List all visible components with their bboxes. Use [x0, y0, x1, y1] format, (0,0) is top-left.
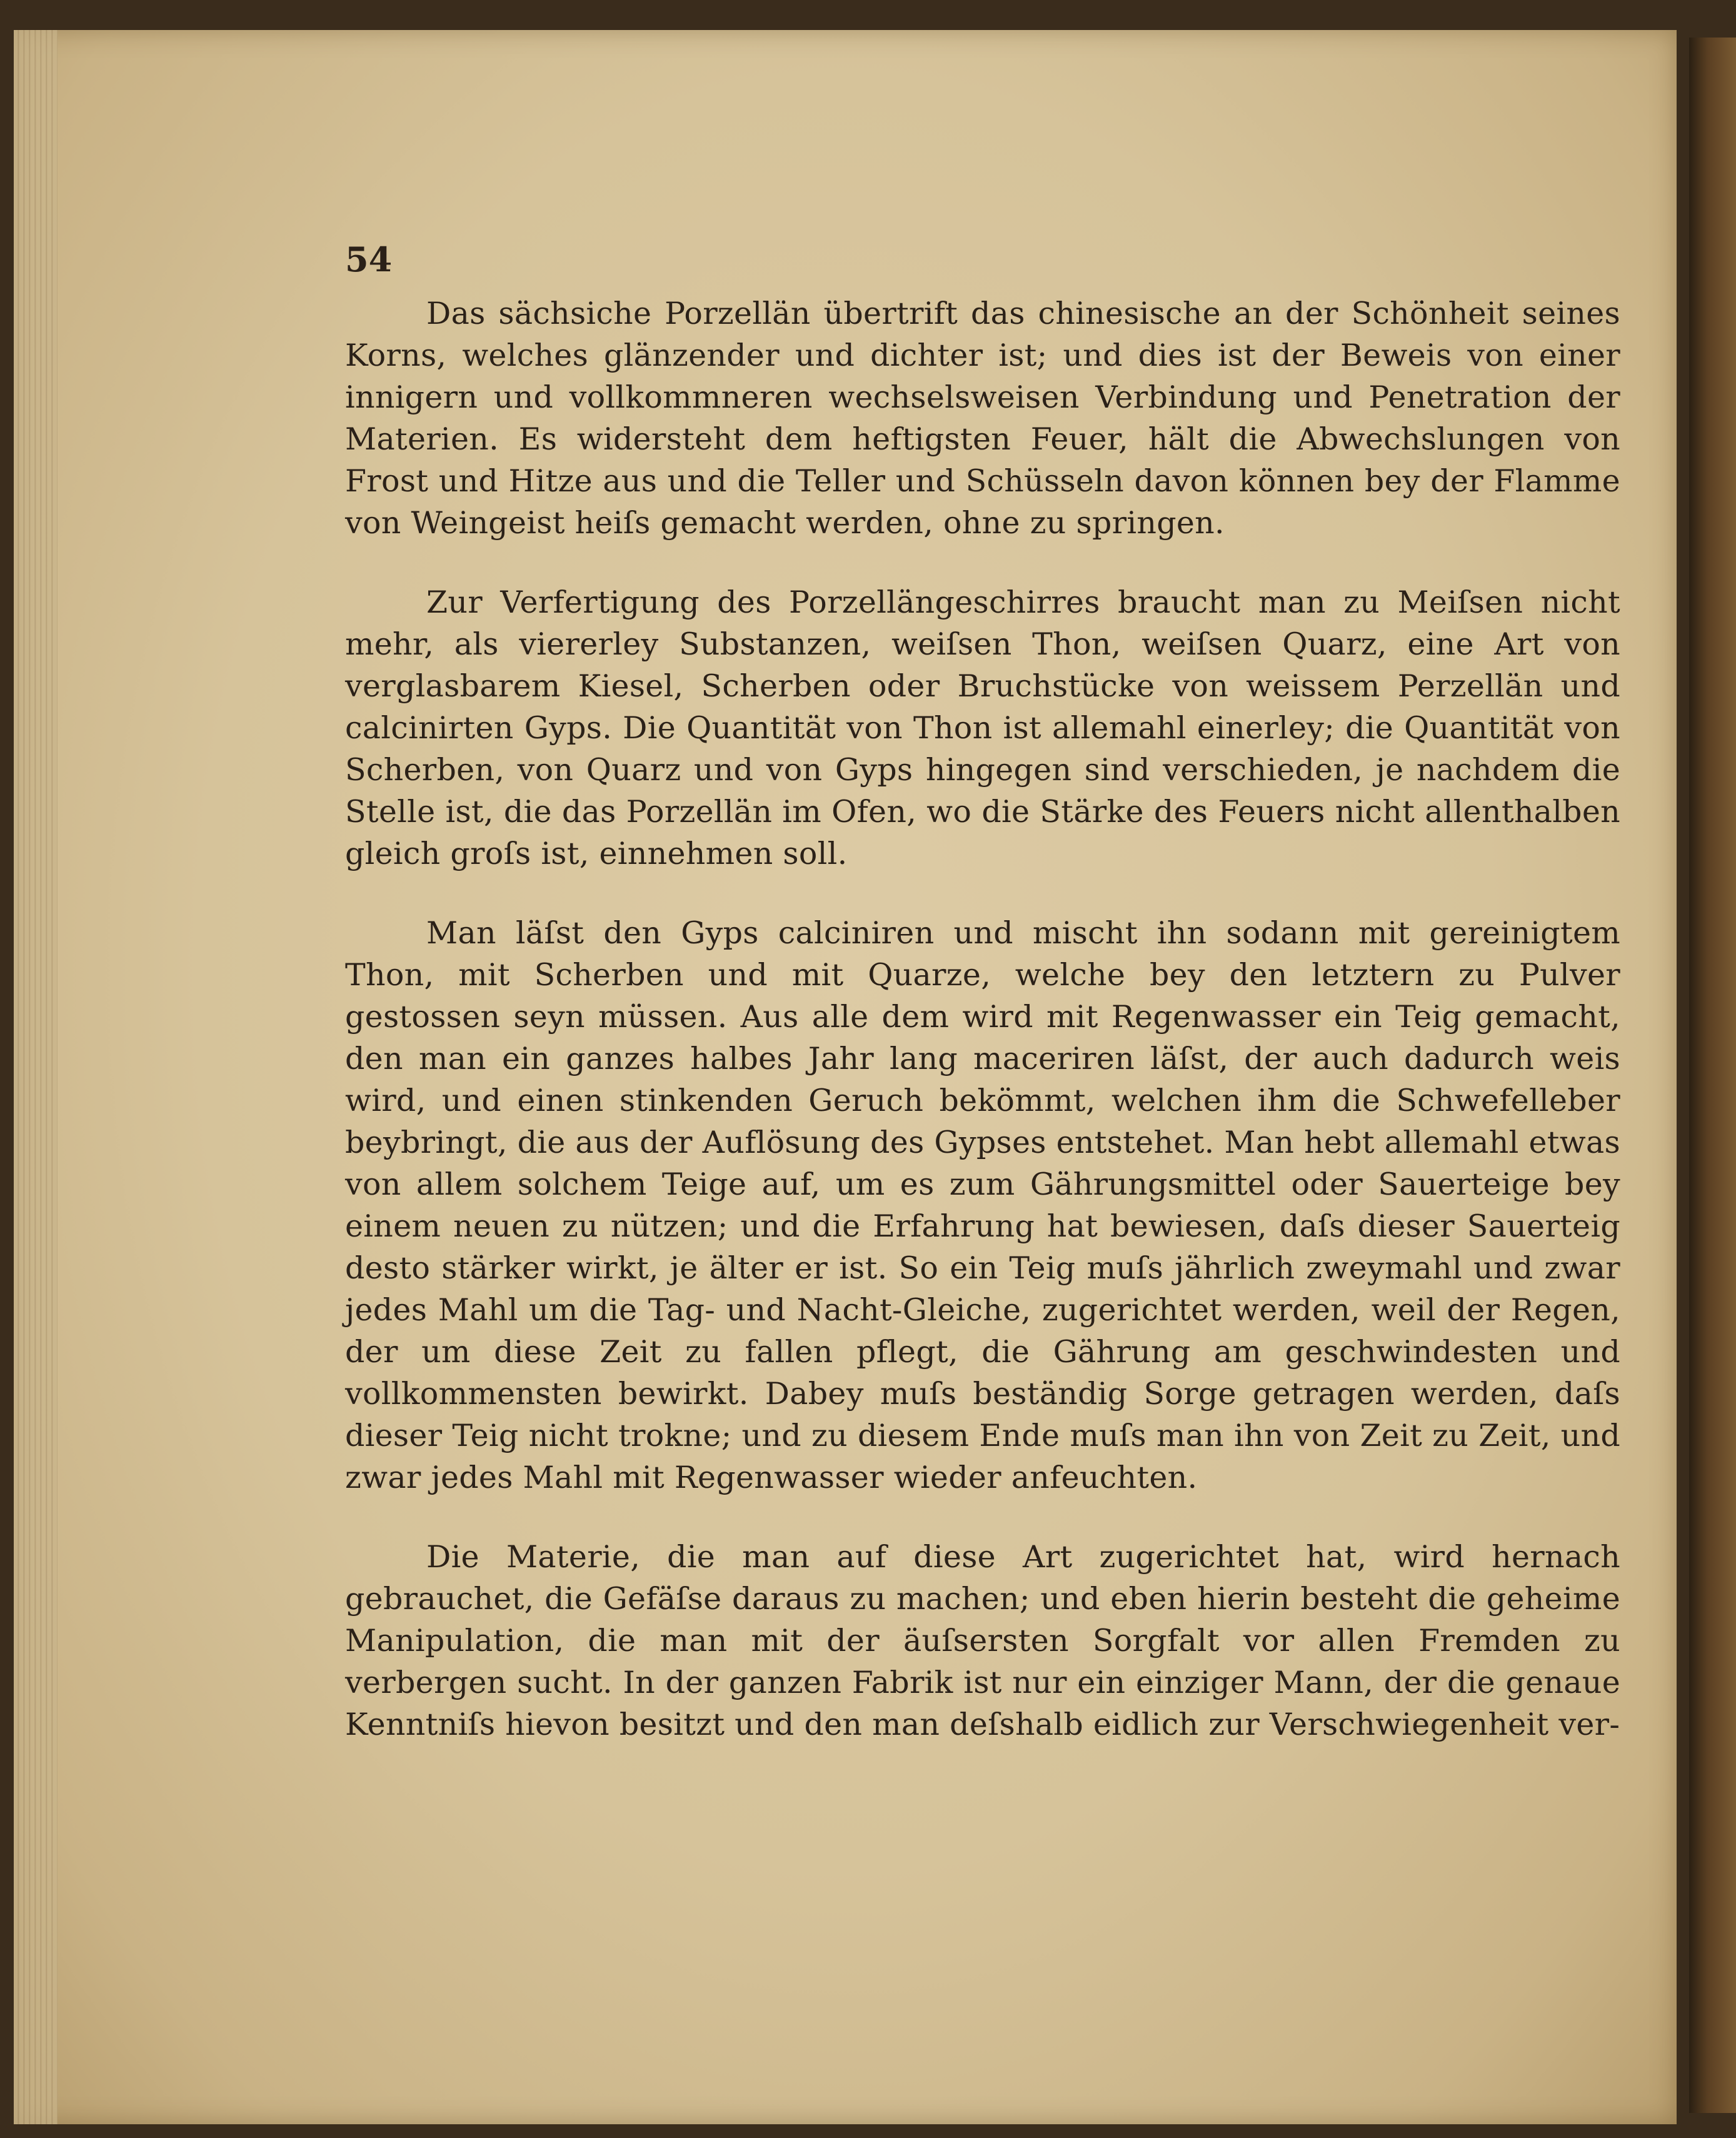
paragraph-1: Das sächsiche Porzellän übertrift das chinesische an der Schönheit seines Korns, welches glänzender und dichter ist; und dies ist der Beweis von einer innigern und vollkommneren wechselsweisen Verbindung und Penetration der Materien. Es widersteht dem heftigsten Feuer, hält die Abwechslungen von Frost und Hitze aus und die Teller und Schüsseln davon können bey der Flamme von Weingeist heiſs gemacht werden, ohne zu springen. — [345, 296, 1620, 541]
paragraph-2: Zur Verfertigung des Porzellängeschirres braucht man zu Meiſsen nicht mehr, als viererley Substanzen, weiſsen Thon, weiſsen Quarz, eine Art von verglasbarem Kiesel, Scherben oder Bruchstücke von weissem Perzellän und calcinirten Gyps. Die Quantität von Thon ist allemahl einerley; die Quantität von Scherben, von Quarz und von Gyps hingegen sind verschieden, je nachdem die Stelle ist, die das Porzellän im Ofen, wo die Stärke des Feuers nicht allenthalben gleich groſs ist, einnehmen soll. — [345, 585, 1620, 871]
book-spine — [1689, 38, 1736, 2113]
paragraph-4: Die Materie, die man auf diese Art zugerichtet hat, wird hernach gebrauchet, die Gefäſse daraus zu machen; und eben hierin besteht die geheime Manipulation, die man mit der äuſsersten Sorgfalt vor allen Fremden zu verbergen sucht. In der ganzen Fabrik ist nur ein einziger Mann, der die genaue Kenntniſs hievon besitzt und den man deſshalb eidlich zur Verschwiegenheit ver- — [345, 1539, 1620, 1742]
page-edges — [14, 30, 58, 2124]
page-number: 54 — [345, 239, 393, 279]
book-page — [14, 30, 1677, 2124]
body-text — [345, 293, 1620, 1783]
paragraph-3: Man läſst den Gyps calciniren und mischt ihn sodann mit gereinigtem Thon, mit Scherben und mit Quarze, welche bey den letztern zu Pulver gestossen seyn müssen. Aus alle dem wird mit Regenwasser ein Teig gemacht, den man ein ganzes halbes Jahr lang maceriren läſst, der auch dadurch weis wird, und einen stinkenden Geruch bekömmt, welchen ihm die Schwefelleber beybringt, die aus der Auflösung des Gypses entstehet. Man hebt allemahl etwas von allem solchem Teige auf, um es zum Gährungsmittel oder Sauerteige bey einem neuen zu nützen; und die Erfahrung hat bewiesen, daſs dieser Sauerteig desto stärker wirkt, je älter er ist. So ein Teig muſs jährlich zweymahl und zwar jedes Mahl um die Tag- und Nacht-Gleiche, zugerichtet werden, weil der Regen, der um diese Zeit zu fallen pflegt, die Gährung am geschwindesten und vollkommensten bewirkt. Dabey muſs beständig Sorge getragen werden, daſs dieser Teig nicht trokne; und zu diesem Ende muſs man ihn von Zeit zu Zeit, und zwar jedes Mahl mit Regenwasser wieder anfeuchten. — [345, 915, 1620, 1495]
